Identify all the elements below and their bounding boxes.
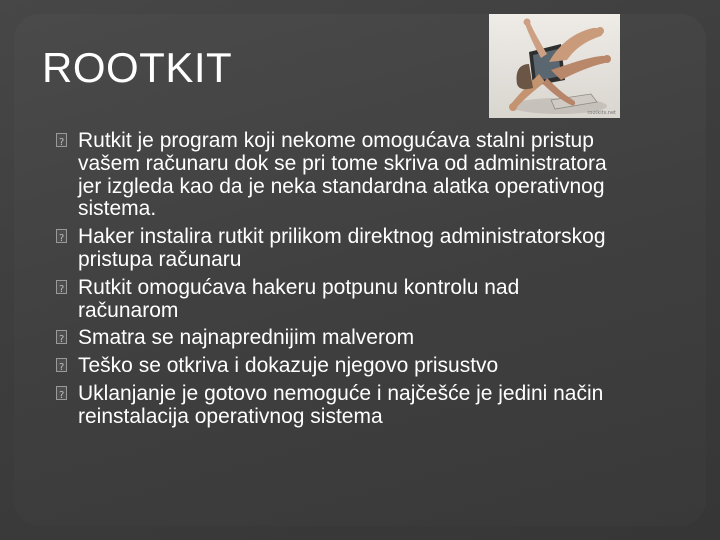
bullet-text: Smatra se najnaprednijim malverom: [78, 326, 415, 350]
bullet-text: Rutkit je program koji nekome omogućava stalni pristup vašem računaru dok se pri tome skriva od administratora jer izgleda kao da je neka standardna alatka operativnog sistema.: [78, 129, 607, 221]
bullet-marker-icon: [56, 229, 67, 243]
bullet-marker-icon: [56, 358, 67, 372]
bullet-list: [56, 130, 616, 434]
rootkit-photo: [489, 14, 620, 118]
list-item: [56, 327, 616, 350]
bullet-text: Rutkit omogućava hakeru potpunu kontrolu nad računarom: [78, 275, 520, 322]
bullet-marker-icon: [56, 133, 67, 147]
bullet-marker-icon: [56, 386, 67, 400]
bullet-marker-icon: [56, 330, 67, 344]
list-item: [56, 383, 616, 429]
list-item: [56, 130, 616, 221]
bullet-text: Teško se otkriva i dokazuje njegovo prisustvo: [78, 354, 499, 378]
bullet-marker-icon: [56, 280, 67, 294]
bullet-text: Uklanjanje je gotovo nemoguće i najčešće je jedini način reinstalacija operativnog sistema: [78, 381, 604, 428]
bullet-text: Haker instalira rutkit prilikom direktnog administratorskog pristupa računaru: [78, 225, 606, 271]
list-item: [56, 355, 616, 378]
slide-title: ROOTKIT: [42, 44, 233, 91]
photo-credit: rootkits.net: [587, 110, 616, 116]
list-item: [56, 226, 616, 272]
list-item: [56, 277, 616, 323]
